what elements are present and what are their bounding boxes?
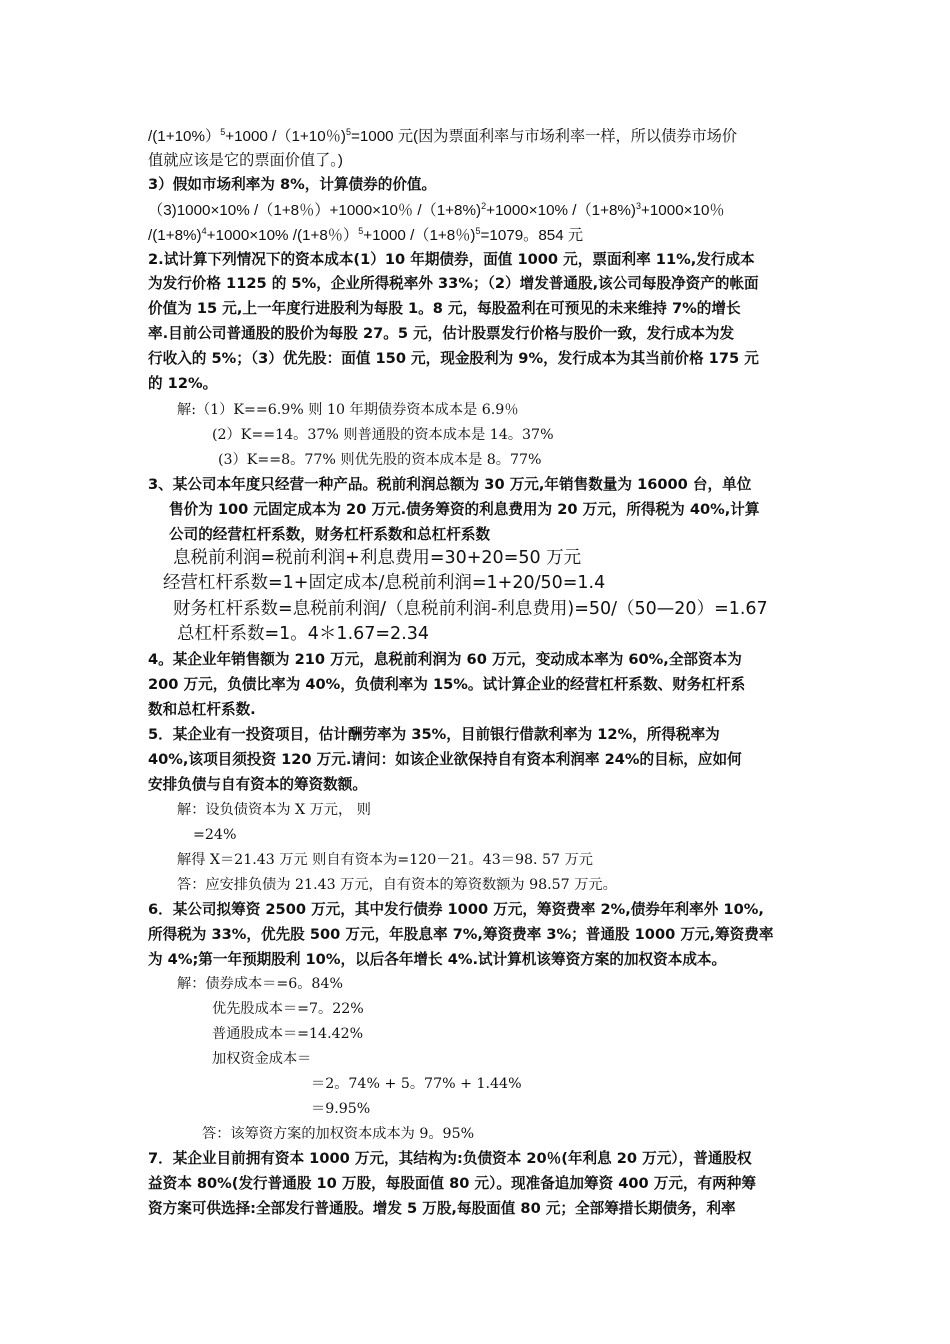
text-line-11: 的 12%。 bbox=[148, 375, 218, 392]
text-line-24: 数和总杠杆系数. bbox=[148, 701, 256, 718]
text-line-34: 为 4%;第一年预期股利 10%，以后各年增长 4%.试计算机该筹资方案的加权资本成本。 bbox=[148, 951, 727, 968]
text-line-16: 售价为 100 元固定成本为 20 万元.债务筹资的利息费用为 20 万元，所得税为 40%,计算 bbox=[169, 501, 760, 518]
text-line-41: 答：该筹资方案的加权资本成本为 9。95% bbox=[202, 1126, 475, 1142]
text-line-40: ＝9.95% bbox=[311, 1101, 371, 1117]
text-line-38: 加权资金成本＝ bbox=[212, 1051, 312, 1067]
text-line-2: 值就应该是它的票面价值了。) bbox=[148, 152, 343, 169]
text-line-13: (2）K==14。37% 则普通股的资本成本是 14。37% bbox=[212, 427, 554, 443]
text-line-20: 财务杠杆系数=息税前利润/（息税前利润-利息费用)=50/（50—20）=1.67 bbox=[173, 599, 768, 619]
text-line-15: 3、某公司本年度只经营一种产品。税前利润总额为 30 万元,年销售数量为 16000 台，单位 bbox=[148, 476, 752, 493]
text-line-8: 价值为 15 元,上一年度行进股利为每股 1。8 元，每股盈利在可预见的未来维持 7%的增长 bbox=[148, 300, 741, 317]
text-line-43: 益资本 80%(发行普通股 10 万股，每股面值 80 元）。现准备追加筹资 400 万元，有两种筹 bbox=[148, 1175, 756, 1192]
text-line-32: 6．某公司拟筹资 2500 万元，其中发行债券 1000 万元，筹资费率 2%,债券年利率外 10%, bbox=[148, 901, 764, 918]
text-line-10: 行收入的 5%；（3）优先股：面值 150 元，现金股利为 9%，发行成本为其当前价格 175 元 bbox=[148, 350, 759, 367]
text-line-1: /(1+10%）$^5$+1000 /（1+10％)$^5$=1000 元(因为票面利率与市场利率一样，所以债券市场价 bbox=[148, 126, 738, 145]
text-line-6: 2.试计算下列情况下的资本成本(1）10 年期债券，面值 1000 元，票面利率 11%,发行成本 bbox=[148, 251, 755, 268]
text-line-18: 息税前利润=税前利润+利息费用=30+20=50 万元 bbox=[173, 548, 582, 568]
text-line-4: （3)1000×10% /（1+8％）+1000×10％ /（1+8%)$^2$+1000×10% /（1+8%)$^3$+1000×10％ bbox=[148, 200, 725, 219]
text-line-42: 7．某企业目前拥有资本 1000 万元，其结构为:负债资本 20％(年利息 20 万元），普通股权 bbox=[148, 1150, 752, 1167]
text-line-36: 优先股成本＝=7。22% bbox=[212, 1001, 364, 1017]
text-line-29: =24% bbox=[193, 827, 237, 843]
text-line-30: 解得 X＝21.43 万元 则自有资本为=120－21。43＝98. 57 万元 bbox=[177, 852, 593, 868]
text-line-26: 40%,该项目须投资 120 万元.请问：如该企业欲保持自有资本利润率 24%的目标，应如何 bbox=[148, 751, 742, 768]
text-line-22: 4。某企业年销售额为 210 万元，息税前利润为 60 万元，变动成本率为 60%,全部资本为 bbox=[148, 651, 742, 668]
text-line-25: 5．某企业有一投资项目，估计酬劳率为 35%，目前银行借款利率为 12%，所得税率为 bbox=[148, 726, 720, 743]
text-line-9: 率.目前公司普通股的股价为每股 27。5 元，估计股票发行价格与股价一致，发行成本为发 bbox=[148, 325, 735, 342]
text-line-14: (3）K==8。77% 则优先股的资本成本是 8。77% bbox=[218, 452, 542, 468]
text-line-3: 3）假如市场利率为 8%，计算债券的价值。 bbox=[148, 176, 437, 193]
text-line-37: 普通股成本＝=14.42% bbox=[212, 1026, 364, 1042]
text-line-28: 解：设负债资本为 X 万元， 则 bbox=[177, 802, 371, 818]
text-line-19: 经营杠杆系数=1+固定成本/息税前利润=1+20/50=1.4 bbox=[163, 573, 606, 593]
text-line-27: 安排负债与自有资本的筹资数额。 bbox=[148, 776, 367, 793]
text-line-12: 解:（1）K==6.9% 则 10 年期债券资本成本是 6.9％ bbox=[177, 402, 519, 418]
text-line-5: $/(1+8\%)^4+1000\times 10\%$ /(1+8％）$^5$+1000 /（1+8％)$^5$=1079。854 元 bbox=[148, 225, 584, 244]
text-line-33: 所得税为 33%，优先股 500 万元，年股息率 7%,筹资费率 3%；普通股 1000 万元,筹资费率 bbox=[148, 926, 774, 943]
text-line-21: 总杠杆系数=1。4＊1.67=2.34 bbox=[177, 624, 430, 644]
text-line-23: 200 万元，负债比率为 40%，负债利率为 15%。试计算企业的经营杠杆系数、财务杠杆系 bbox=[148, 676, 746, 693]
text-line-7: 为发行价格 1125 的 5%，企业所得税率外 33%；（2）增发普通股,该公司每股净资产的帐面 bbox=[148, 275, 759, 292]
text-line-44: 资方案可供选择:全部发行普通股。增发 5 万股,每股面值 80 元；全部筹措长期债务，利率 bbox=[148, 1200, 736, 1217]
text-line-31: 答：应安排负债为 21.43 万元，自有资本的筹资数额为 98.57 万元。 bbox=[177, 877, 617, 893]
text-line-35: 解：债券成本＝=6。84% bbox=[177, 976, 343, 992]
text-line-39: ＝2。74% + 5。77% + 1.44% bbox=[311, 1076, 522, 1092]
text-line-17: 公司的经营杠杆系数，财务杠杆系数和总杠杆系数 bbox=[169, 526, 491, 543]
